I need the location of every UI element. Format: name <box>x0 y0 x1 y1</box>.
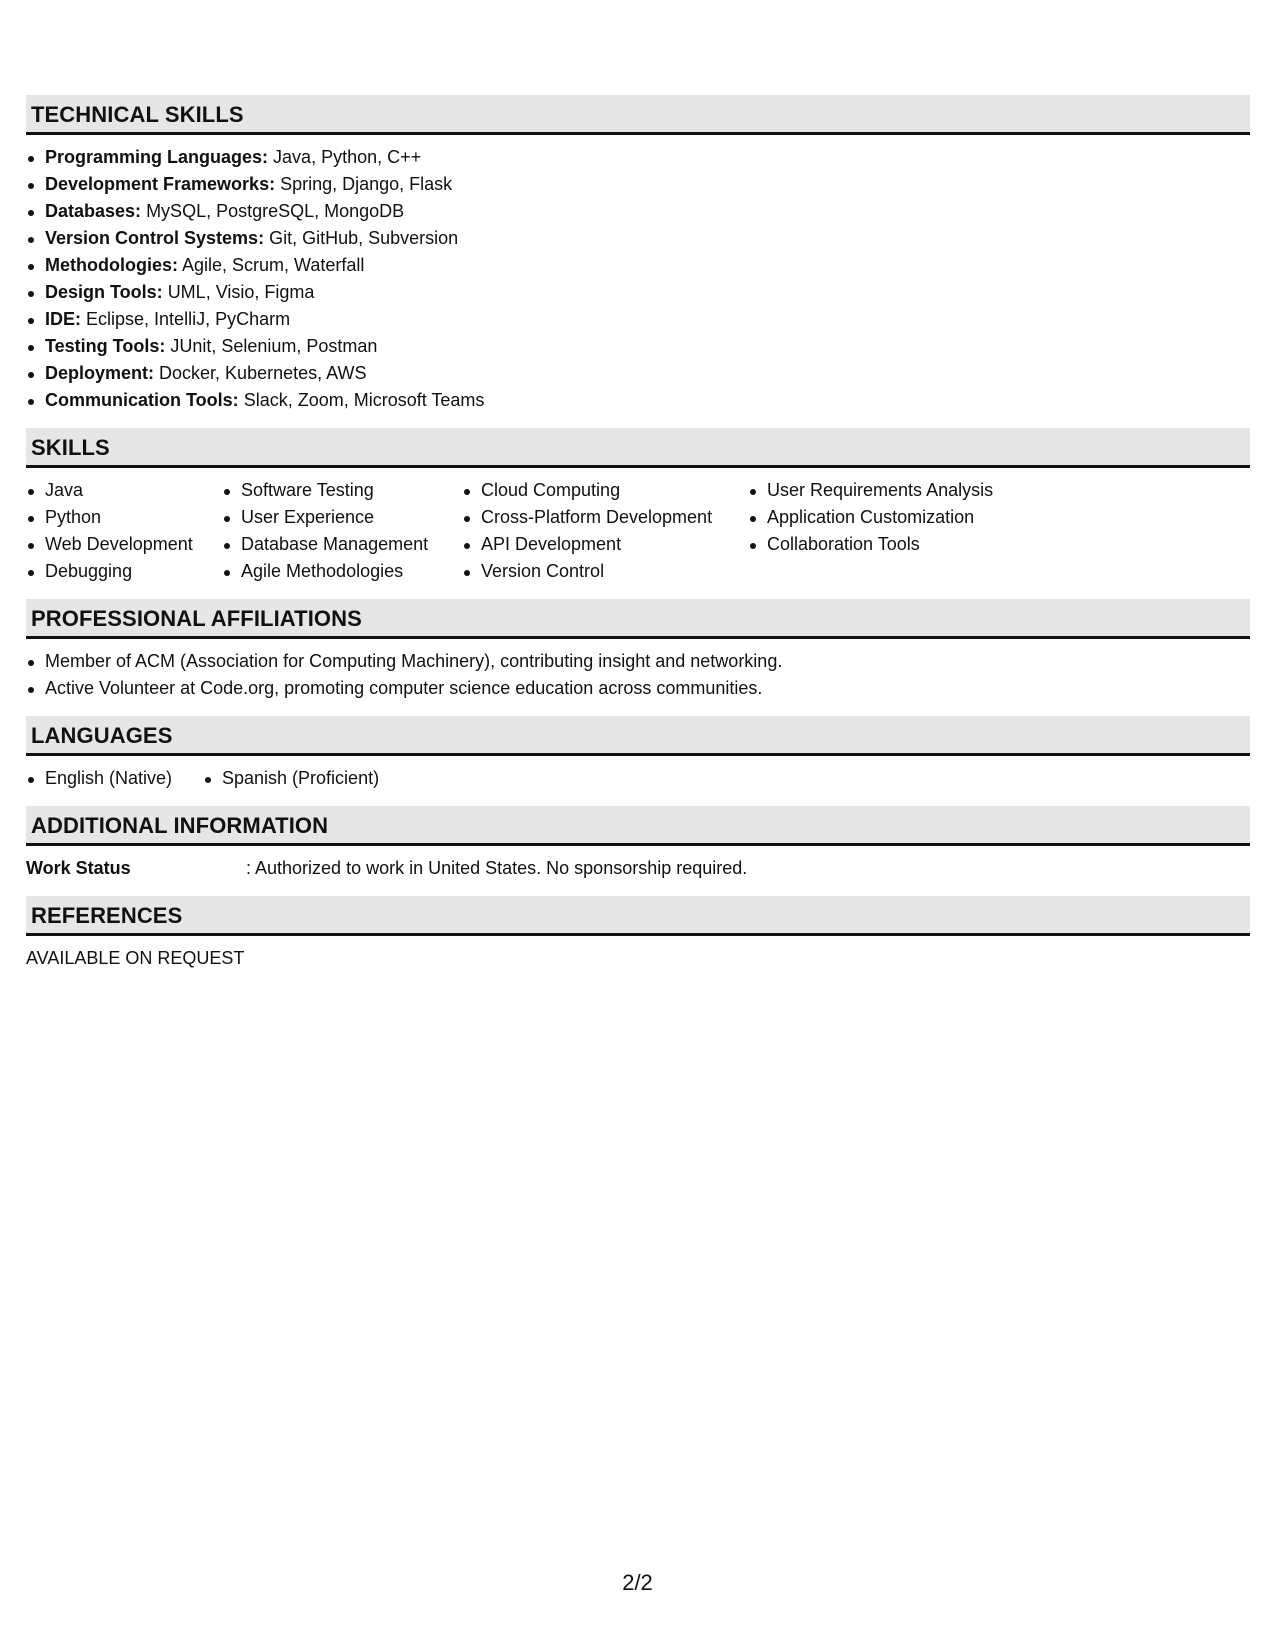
list-item: Member of ACM (Association for Computing Machinery), contributing insight and networking. <box>26 648 1250 675</box>
list-item: Spanish (Proficient) <box>203 765 379 792</box>
list-item <box>26 171 1250 198</box>
list-item <box>26 333 1250 360</box>
skills-column-1 <box>26 477 222 585</box>
list-item <box>26 279 1250 306</box>
technical-skills-heading: TECHNICAL SKILLS <box>26 95 1250 135</box>
list-item: Version Control <box>462 558 748 585</box>
work-status-value: : Authorized to work in United States. No sponsorship required. <box>246 858 748 878</box>
list-item: Active Volunteer at Code.org, promoting computer science education across communities. <box>26 675 1250 702</box>
list-item <box>26 252 1250 279</box>
list-item: Collaboration Tools <box>748 531 1048 558</box>
list-item: English (Native) <box>26 765 203 792</box>
skill-category-value: Spring, Django, Flask <box>280 174 453 194</box>
skill-category-label: Version Control Systems: <box>45 228 265 248</box>
skill-category-value: Agile, Scrum, Waterfall <box>182 255 365 275</box>
skills-section <box>26 428 1250 585</box>
page-number: 2/2 <box>622 1570 653 1595</box>
affiliations-heading: PROFESSIONAL AFFILIATIONS <box>26 599 1250 639</box>
skill-category-value: Docker, Kubernetes, AWS <box>159 363 367 383</box>
list-item <box>26 306 1250 333</box>
affiliations-section <box>26 599 1250 702</box>
skill-category-value: UML, Visio, Figma <box>167 282 315 302</box>
work-status-label: Work Status <box>26 858 131 878</box>
skill-category-label: Methodologies: <box>45 255 178 275</box>
skill-category-label: Databases: <box>45 201 142 221</box>
list-item <box>26 387 1250 414</box>
languages-heading: LANGUAGES <box>26 716 1250 756</box>
list-item: Python <box>26 504 222 531</box>
list-item: Software Testing <box>222 477 462 504</box>
list-item: API Development <box>462 531 748 558</box>
skill-category-value: Git, GitHub, Subversion <box>269 228 459 248</box>
list-item: Database Management <box>222 531 462 558</box>
list-item <box>26 360 1250 387</box>
skill-category-label: Communication Tools: <box>45 390 239 410</box>
list-item <box>26 198 1250 225</box>
references-text: AVAILABLE ON REQUEST <box>26 948 245 968</box>
technical-skills-section <box>26 95 1250 414</box>
languages-section <box>26 716 1250 792</box>
skills-column-4 <box>748 477 1048 585</box>
references-section <box>26 896 1250 972</box>
references-heading: REFERENCES <box>26 896 1250 936</box>
skill-category-value: JUnit, Selenium, Postman <box>170 336 378 356</box>
skill-category-value: Slack, Zoom, Microsoft Teams <box>243 390 485 410</box>
skills-grid <box>26 477 1250 585</box>
list-item: Cross-Platform Development <box>462 504 748 531</box>
additional-info-heading: ADDITIONAL INFORMATION <box>26 806 1250 846</box>
skills-column-2 <box>222 477 462 585</box>
skills-heading: SKILLS <box>26 428 1250 468</box>
languages-column-2 <box>203 765 379 792</box>
list-item: Debugging <box>26 558 222 585</box>
skill-category-label: IDE: <box>45 309 81 329</box>
languages-row <box>26 765 1250 792</box>
skill-category-label: Development Frameworks: <box>45 174 276 194</box>
list-item: Java <box>26 477 222 504</box>
list-item: Web Development <box>26 531 222 558</box>
list-item <box>26 144 1250 171</box>
list-item <box>26 225 1250 252</box>
skill-category-value: MySQL, PostgreSQL, MongoDB <box>146 201 405 221</box>
technical-skills-list <box>26 144 1250 414</box>
skill-category-label: Programming Languages: <box>45 147 269 167</box>
skills-column-3 <box>462 477 748 585</box>
languages-column-1 <box>26 765 203 792</box>
list-item: User Experience <box>222 504 462 531</box>
additional-info-section <box>26 806 1250 882</box>
skill-category-value: Eclipse, IntelliJ, PyCharm <box>86 309 291 329</box>
list-item: Agile Methodologies <box>222 558 462 585</box>
list-item: Application Customization <box>748 504 1048 531</box>
skill-category-label: Testing Tools: <box>45 336 166 356</box>
skill-category-label: Deployment: <box>45 363 155 383</box>
skill-category-label: Design Tools: <box>45 282 163 302</box>
work-status-row <box>26 855 1250 882</box>
list-item: Cloud Computing <box>462 477 748 504</box>
list-item: User Requirements Analysis <box>748 477 1048 504</box>
affiliations-list <box>26 648 1250 702</box>
skill-category-value: Java, Python, C++ <box>273 147 422 167</box>
resume-page <box>26 95 1250 986</box>
